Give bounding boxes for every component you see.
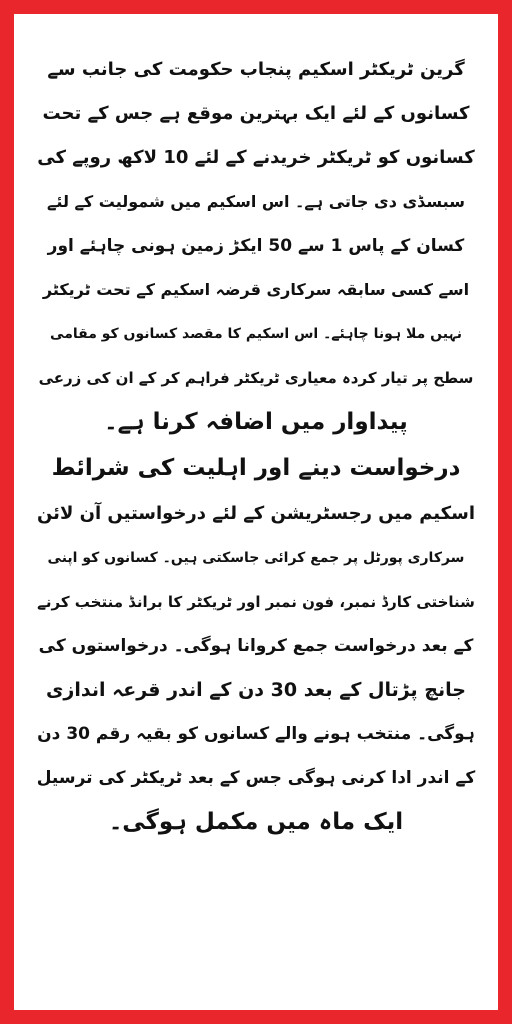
text-line: کے اندر ادا کرنی ہوگی جس کے بعد ٹریکٹر کی ترسیل [36,768,476,788]
text-line: اسے کسی سابقہ سرکاری قرضہ اسکیم کے تحت ٹریکٹر [42,280,470,299]
text-line: پیداوار میں اضافہ کرنا ہے۔ [104,409,408,435]
text-line: نہیں ملا ہونا چاہئے۔ اس اسکیم کا مقصد کسانوں کو مقامی [50,326,462,342]
article-card [14,14,498,1010]
text-line: اسکیم میں رجسٹریشن کے لئے درخواستیں آن لائن [36,503,475,524]
text-line: ہوگی۔ منتخب ہونے والے کسانوں کو بقیہ رقم 30 دن [37,724,475,744]
text-line: گرین ٹریکٹر اسکیم پنجاب حکومت کی جانب سے [47,59,465,80]
text-line: کے بعد درخواست جمع کروانا ہوگی۔ درخواستوں کی [38,636,474,656]
text-line: ایک ماہ میں مکمل ہوگی۔ [108,809,404,835]
section-heading: درخواست دینے اور اہلیت کی شرائط [51,455,461,481]
application-paragraph [36,492,476,844]
text-line: سطح پر تیار کردہ معیاری ٹریکٹر فراہم کر کے ان کی زرعی [38,369,474,387]
text-line: سبسڈی دی جاتی ہے۔ اس اسکیم میں شمولیت کے لئے [47,192,465,211]
intro-paragraph [36,48,476,444]
text-line: کسانوں کو ٹریکٹر خریدنے کے لئے 10 لاکھ روپے کی [37,147,475,168]
text-line: شناختی کارڈ نمبر، فون نمبر اور ٹریکٹر کا برانڈ منتخب کرنے [37,593,475,611]
text-line: جانچ پڑتال کے بعد 30 دن کے اندر قرعہ اندازی [46,679,466,701]
text-line: سرکاری پورٹل پر جمع کرائی جاسکتی ہیں۔ کسانوں کو اپنی [47,550,465,566]
text-line: کسان کے پاس 1 سے 50 ایکڑ زمین ہونی چاہئے اور [47,236,465,256]
text-line: کسانوں کے لئے ایک بہترین موقع ہے جس کے تحت [42,103,470,124]
